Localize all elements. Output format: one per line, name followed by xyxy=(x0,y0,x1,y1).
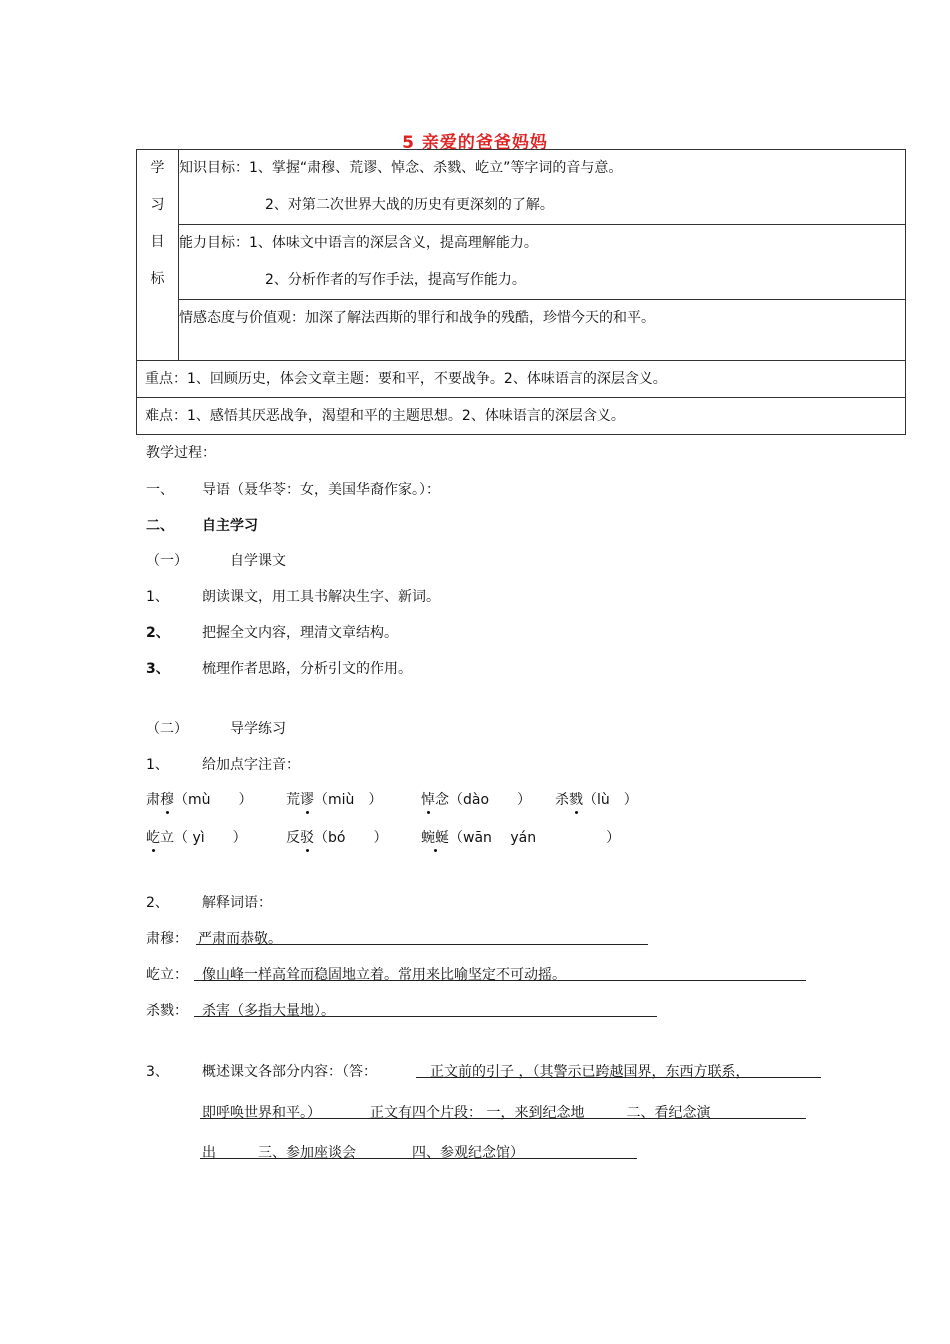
exercise-3-prompt: 概述课文各部分内容：（答： xyxy=(202,1064,377,1080)
answer-line xyxy=(194,1016,657,1017)
section-2-number: 二、 xyxy=(146,518,174,534)
exercise-1-number: 1、 xyxy=(146,757,169,773)
page-title: 5 亲爱的爸爸妈妈 xyxy=(402,133,548,153)
definition-term: 屹立： xyxy=(146,967,188,983)
definition-term: 杀戮： xyxy=(146,1003,188,1019)
side-char: 习 xyxy=(150,197,165,213)
subsection-1-number: （一） xyxy=(146,553,188,569)
learning-goals-table xyxy=(136,149,906,435)
definition-text: 严肃而恭敬。 xyxy=(198,931,282,947)
exercise-2-number: 2、 xyxy=(146,895,169,911)
side-char: 学 xyxy=(150,160,165,176)
section-1-number: 一、 xyxy=(146,482,174,498)
task-text: 梳理作者思路，分析引文的作用。 xyxy=(202,661,412,677)
pinyin-item: 屹立（ yì ） xyxy=(146,830,247,846)
answer-line xyxy=(196,944,648,945)
definition-text: 像山峰一样高耸而稳固地立着。常用来比喻坚定不可动摇。 xyxy=(202,967,566,983)
section-1-text: 导语（聂华苓：女，美国华裔作家。）： xyxy=(202,482,440,498)
pinyin-item: 荒谬（miù ） xyxy=(286,792,383,808)
process-heading: 教学过程： xyxy=(146,445,216,461)
answer-line xyxy=(200,1158,637,1159)
pinyin-item: 反驳（bó ） xyxy=(286,830,388,846)
pinyin-item: 肃穆（mù ） xyxy=(146,792,253,808)
task-text: 朗读课文，用工具书解决生字、新词。 xyxy=(202,589,440,605)
ability-goals: 能力目标：1、体味文中语言的深层含义，提高理解能力。 2、分析作者的写作手法，提高写作能力。 xyxy=(179,225,906,300)
subsection-2-number: （二） xyxy=(146,721,188,737)
exercise-3-answer: 出 三、参加座谈会 四、参观纪念馆） xyxy=(202,1145,524,1161)
definition-text: 杀害（多指大量地）。 xyxy=(202,1003,335,1019)
pinyin-item: 杀戮（lù ） xyxy=(555,792,638,808)
subsection-2-text: 导学练习 xyxy=(230,721,286,737)
exercise-3-answer: 正文前的引子 ，（其警示已跨越国界，东西方联系， xyxy=(430,1064,750,1080)
exercise-1-text: 给加点字注音： xyxy=(202,757,300,773)
pinyin-item: 悼念（dào ） xyxy=(421,792,532,808)
emotion-goals: 情感态度与价值观：加深了解法西斯的罪行和战争的残酷，珍惜今天的和平。 xyxy=(179,300,906,361)
definition-term: 肃穆： xyxy=(146,931,188,947)
pinyin-item: 蜿蜒（wān yán ） xyxy=(421,830,621,846)
answer-line xyxy=(194,980,806,981)
subsection-1-text: 自学课文 xyxy=(230,553,286,569)
exercise-3-answer: 即呼唤世界和平。） 正文有四个片段： 一，来到纪念地 二、看纪念演 xyxy=(202,1105,711,1121)
exercise-2-text: 解释词语： xyxy=(202,895,272,911)
answer-line xyxy=(416,1077,821,1078)
side-char: 目 xyxy=(150,234,165,250)
side-char: 标 xyxy=(150,271,165,287)
task-number: 3、 xyxy=(146,661,170,677)
knowledge-goals: 知识目标：1、掌握“肃穆、荒谬、悼念、杀戮、屹立”等字词的音与意。 2、对第二次世界大战的历史有更深刻的了解。 xyxy=(179,150,906,225)
task-number: 2、 xyxy=(146,625,170,641)
goals-side-label xyxy=(137,150,179,361)
difficulties: 难点：1、感悟其厌恶战争，渴望和平的主题思想。2、体味语言的深层含义。 xyxy=(137,398,906,435)
exercise-3-number: 3、 xyxy=(146,1064,169,1080)
answer-line xyxy=(200,1118,806,1119)
task-number: 1、 xyxy=(146,589,169,605)
key-points: 重点：1、回顾历史，体会文章主题：要和平，不要战争。2、体味语言的深层含义。 xyxy=(137,361,906,398)
section-2-text: 自主学习 xyxy=(202,518,258,534)
task-text: 把握全文内容，理清文章结构。 xyxy=(202,625,398,641)
